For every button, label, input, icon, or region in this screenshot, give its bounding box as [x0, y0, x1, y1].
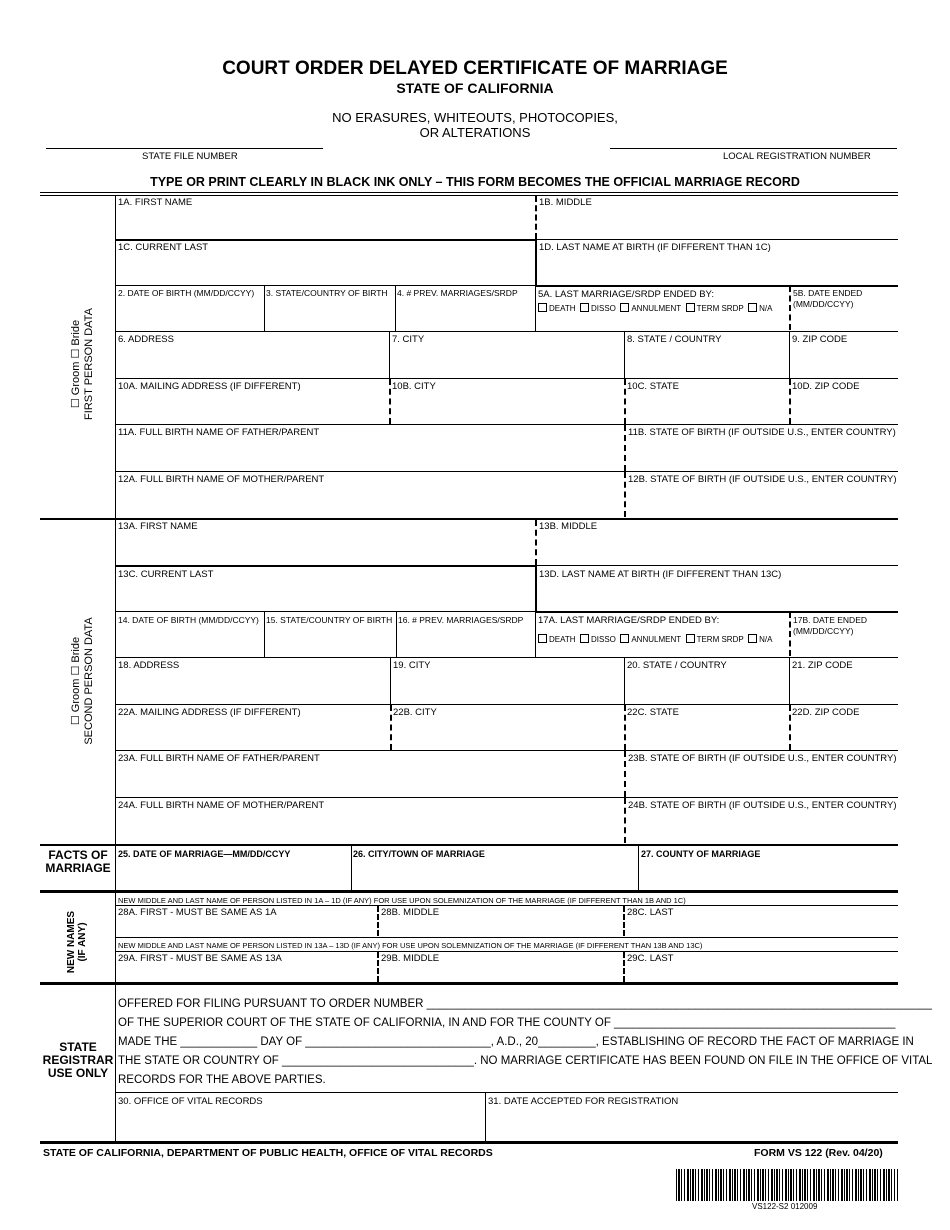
- person2-side-label: [70, 601, 100, 761]
- field-5b[interactable]: 5B. DATE ENDED: [793, 288, 863, 298]
- field-17b-format: (MM/DD/CCYY): [793, 626, 854, 636]
- left-column-border: [115, 195, 116, 1142]
- field-19[interactable]: 19. CITY: [393, 660, 431, 671]
- field-1c[interactable]: 1C. CURRENT LAST: [118, 242, 209, 253]
- registrar-line-4: THE STATE OR COUNTRY OF ______________________________. NO MARRIAGE CERTIFICATE HAS BEEN FOUND ON FILE IN THE OFFICE OF VITAL: [118, 1055, 933, 1067]
- person1-side-label: [70, 284, 100, 444]
- field-13c[interactable]: 13C. CURRENT LAST: [118, 569, 214, 580]
- field-5a-options: DEATH DISSO ANNULMENT TERM SRDP N/A: [538, 303, 773, 314]
- divider: [115, 565, 535, 567]
- divider: [377, 952, 379, 982]
- divider: [535, 285, 898, 287]
- person2-groom-bride[interactable]: ☐ Groom ☐ Bride: [70, 636, 82, 726]
- divider: [624, 798, 626, 843]
- field-13b[interactable]: 13B. MIDDLE: [539, 521, 598, 532]
- divider: [389, 331, 390, 378]
- form-subtitle: STATE OF CALIFORNIA: [396, 80, 554, 96]
- field-12a[interactable]: 12A. FULL BIRTH NAME OF MOTHER/PARENT: [118, 474, 325, 485]
- field-20[interactable]: 20. STATE / COUNTRY: [627, 660, 727, 671]
- registrar-line-2: OF THE SUPERIOR COURT OF THE STATE OF CALIFORNIA, IN AND FOR THE COUNTY OF ____________________________________________: [118, 1017, 896, 1029]
- new-names-side-line-1: NEW NAMES: [66, 910, 77, 974]
- disso-checkbox[interactable]: [580, 303, 589, 312]
- field-21[interactable]: 21. ZIP CODE: [792, 660, 853, 671]
- registrar-line-5: RECORDS FOR THE ABOVE PARTIES.: [118, 1074, 326, 1086]
- registrar-line-3: MADE THE ____________ DAY OF _____________________________, A.D., 20_________, ESTABLISHING OF RECORD THE FACT OF MARRIAGE IN: [118, 1036, 914, 1048]
- divider: [115, 704, 898, 705]
- new-names-side-line-2: (IF ANY): [77, 922, 88, 962]
- divider: [789, 379, 791, 424]
- field-22a[interactable]: 22A. MAILING ADDRESS (IF DIFFERENT): [118, 707, 301, 718]
- divider: [535, 611, 898, 613]
- annulment-checkbox[interactable]: [620, 303, 629, 312]
- field-27[interactable]: 27. COUNTY OF MARRIAGE: [641, 849, 761, 859]
- notice-line-2: OR ALTERATIONS: [419, 125, 531, 140]
- divider: [115, 378, 898, 379]
- new-names-note-2: NEW MIDDLE AND LAST NAME OF PERSON LISTED IN 13A – 13D (IF ANY) FOR USE UPON SOLEMNIZATION OF THE MARRIAGE (IF DIFFERENT THAN 13B AND 13C): [118, 941, 703, 950]
- footer-form-number: FORM VS 122 (Rev. 04/20): [754, 1147, 883, 1159]
- top-rule: [40, 192, 898, 193]
- divider: [623, 952, 625, 982]
- term-srdp-checkbox[interactable]: [686, 634, 695, 643]
- divider: [264, 611, 265, 657]
- field-29a[interactable]: 29A. FIRST - MUST BE SAME AS 13A: [118, 953, 282, 964]
- field-11a[interactable]: 11A. FULL BIRTH NAME OF FATHER/PARENT: [118, 427, 320, 438]
- divider: [535, 565, 537, 611]
- field-10c[interactable]: 10C. STATE: [627, 381, 679, 392]
- divider: [264, 285, 265, 331]
- disso-checkbox[interactable]: [580, 634, 589, 643]
- field-18[interactable]: 18. ADDRESS: [118, 660, 180, 671]
- top-rule-2: [40, 195, 898, 196]
- divider: [535, 285, 536, 331]
- field-28a[interactable]: 28A. FIRST - MUST BE SAME AS 1A: [118, 907, 277, 918]
- divider: [789, 657, 790, 704]
- field-15[interactable]: 15. STATE/COUNTRY OF BIRTH: [266, 615, 393, 625]
- divider: [638, 845, 639, 891]
- death-checkbox[interactable]: [538, 303, 547, 312]
- divider: [624, 331, 625, 378]
- field-28c[interactable]: 28C. LAST: [627, 907, 674, 918]
- field-10b[interactable]: 10B. CITY: [392, 381, 436, 392]
- divider: [535, 611, 536, 657]
- divider: [115, 1092, 898, 1093]
- field-8[interactable]: 8. STATE / COUNTRY: [627, 334, 722, 345]
- new-names-side-label: [66, 892, 90, 992]
- form-title: COURT ORDER DELAYED CERTIFICATE OF MARRIAGE: [222, 58, 728, 79]
- field-5b-format: (MM/DD/CCYY): [793, 299, 854, 309]
- field-26[interactable]: 26. CITY/TOWN OF MARRIAGE: [353, 849, 485, 859]
- divider: [389, 379, 391, 424]
- field-4[interactable]: 4. # PREV. MARRIAGES/SRDP: [397, 288, 518, 298]
- facts-side-line-1: FACTS OF: [48, 848, 108, 862]
- field-22c[interactable]: 22C. STATE: [627, 707, 679, 718]
- divider: [115, 331, 898, 332]
- divider: [535, 565, 898, 566]
- divider: [390, 705, 392, 750]
- field-25[interactable]: 25. DATE OF MARRIAGE—MM/DD/CCYY: [118, 849, 291, 859]
- divider: [115, 951, 898, 952]
- divider: [115, 937, 898, 938]
- field-6[interactable]: 6. ADDRESS: [118, 334, 174, 345]
- field-24a[interactable]: 24A. FULL BIRTH NAME OF MOTHER/PARENT: [118, 800, 325, 811]
- field-2[interactable]: 2. DATE OF BIRTH (MM/DD/CCYY): [118, 288, 255, 298]
- local-registration-number-label: LOCAL REGISTRATION NUMBER: [723, 151, 871, 162]
- field-1a[interactable]: 1A. FIRST NAME: [118, 197, 193, 208]
- divider: [115, 905, 898, 906]
- field-30[interactable]: 30. OFFICE OF VITAL RECORDS: [118, 1096, 263, 1107]
- divider: [115, 657, 898, 658]
- divider: [624, 751, 626, 797]
- field-5a[interactable]: 5A. LAST MARRIAGE/SRDP ENDED BY:: [538, 289, 714, 300]
- divider: [624, 657, 625, 704]
- na-checkbox[interactable]: [748, 634, 757, 643]
- instruction-text: TYPE OR PRINT CLEARLY IN BLACK INK ONLY – THIS FORM BECOMES THE OFFICIAL MARRIAGE RECORD: [150, 175, 800, 189]
- divider: [115, 750, 898, 751]
- registrar-side-line-2: REGISTRAR: [42, 1053, 114, 1067]
- registrar-side-line-3: USE ONLY: [47, 1066, 109, 1080]
- state-file-number-label: STATE FILE NUMBER: [142, 151, 238, 162]
- divider: [115, 285, 535, 286]
- divider: [115, 797, 898, 798]
- person1-groom-bride[interactable]: ☐ Groom ☐ Bride: [70, 319, 82, 409]
- section-divider: [40, 982, 898, 985]
- field-7[interactable]: 7. CITY: [392, 334, 425, 345]
- divider: [624, 705, 626, 750]
- field-17b[interactable]: 17B. DATE ENDED: [793, 615, 868, 625]
- divider: [395, 285, 396, 331]
- divider: [115, 611, 535, 612]
- divider: [535, 196, 537, 239]
- divider: [535, 239, 898, 240]
- divider: [485, 1092, 486, 1142]
- field-13a[interactable]: 13A. FIRST NAME: [118, 521, 198, 532]
- divider: [623, 906, 625, 936]
- divider: [624, 379, 626, 424]
- local-registration-number-line[interactable]: [610, 148, 897, 149]
- divider: [390, 657, 391, 704]
- field-17a[interactable]: 17A. LAST MARRIAGE/SRDP ENDED BY:: [538, 615, 720, 626]
- field-9[interactable]: 9. ZIP CODE: [792, 334, 848, 345]
- divider: [789, 331, 790, 378]
- barcode: [676, 1169, 898, 1201]
- annulment-checkbox[interactable]: [620, 634, 629, 643]
- field-22d[interactable]: 22D. ZIP CODE: [792, 707, 860, 718]
- barcode-text: VS122-S2 012009: [752, 1202, 818, 1211]
- section-divider: [40, 518, 898, 520]
- registrar-side-line-1: STATE: [59, 1040, 97, 1054]
- divider: [115, 239, 535, 241]
- field-24b[interactable]: 24B. STATE OF BIRTH (IF OUTSIDE U.S., ENTER COUNTRY): [628, 800, 897, 811]
- facts-side-line-2: MARRIAGE: [45, 861, 111, 875]
- field-23a[interactable]: 23A. FULL BIRTH NAME OF FATHER/PARENT: [118, 753, 320, 764]
- bottom-rule: [40, 1141, 898, 1144]
- field-3[interactable]: 3. STATE/COUNTRY OF BIRTH: [266, 288, 388, 298]
- field-22b[interactable]: 22B. CITY: [393, 707, 437, 718]
- field-29b[interactable]: 29B. MIDDLE: [381, 953, 440, 964]
- divider: [115, 424, 898, 425]
- section-divider: [40, 844, 898, 846]
- field-28b[interactable]: 28B. MIDDLE: [381, 907, 440, 918]
- divider: [789, 286, 791, 330]
- person2-section-title: SECOND PERSON DATA: [83, 617, 95, 745]
- field-12b[interactable]: 12B. STATE OF BIRTH (IF OUTSIDE U.S., ENTER COUNTRY): [628, 474, 897, 485]
- section-divider: [40, 890, 898, 893]
- field-11b[interactable]: 11B. STATE OF BIRTH (IF OUTSIDE U.S., ENTER COUNTRY): [628, 427, 896, 438]
- footer-agency: STATE OF CALIFORNIA, DEPARTMENT OF PUBLIC HEALTH, OFFICE OF VITAL RECORDS: [43, 1147, 493, 1159]
- death-checkbox[interactable]: [538, 634, 547, 643]
- field-13d[interactable]: 13D. LAST NAME AT BIRTH (IF DIFFERENT THAN 13C): [539, 569, 782, 580]
- facts-side-label: [40, 849, 116, 875]
- term-srdp-checkbox[interactable]: [686, 303, 695, 312]
- field-23b[interactable]: 23B. STATE OF BIRTH (IF OUTSIDE U.S., ENTER COUNTRY): [628, 753, 897, 764]
- field-29c[interactable]: 29C. LAST: [627, 953, 674, 964]
- field-10d[interactable]: 10D. ZIP CODE: [792, 381, 860, 392]
- state-file-number-line[interactable]: [46, 148, 323, 149]
- person1-section-title: FIRST PERSON DATA: [83, 308, 95, 420]
- field-1d[interactable]: 1D. LAST NAME AT BIRTH (IF DIFFERENT THAN 1C): [539, 242, 771, 253]
- na-checkbox[interactable]: [748, 303, 757, 312]
- new-names-note-1: NEW MIDDLE AND LAST NAME OF PERSON LISTED IN 1A – 1D (IF ANY) FOR USE UPON SOLEMNIZATION OF THE MARRIAGE (IF DIFFERENT THAN 1B AND 1C): [118, 896, 686, 905]
- divider: [624, 472, 626, 517]
- divider: [351, 845, 352, 891]
- divider: [377, 906, 379, 936]
- field-14[interactable]: 14. DATE OF BIRTH (MM/DD/CCYY): [118, 615, 259, 625]
- divider: [789, 612, 791, 656]
- divider: [396, 611, 397, 657]
- divider: [535, 239, 537, 285]
- registrar-side-label: [40, 1041, 116, 1080]
- divider: [535, 520, 537, 565]
- field-17a-options: DEATH DISSO ANNULMENT TERM SRDP N/A: [538, 634, 773, 645]
- divider: [115, 471, 898, 472]
- registrar-line-1: OFFERED FOR FILING PURSUANT TO ORDER NUMBER _______________________________________________________________________________: [118, 998, 932, 1010]
- divider: [789, 705, 791, 750]
- field-16[interactable]: 16. # PREV. MARRIAGES/SRDP: [398, 615, 524, 625]
- field-10a[interactable]: 10A. MAILING ADDRESS (IF DIFFERENT): [118, 381, 301, 392]
- divider: [624, 425, 626, 471]
- field-31[interactable]: 31. DATE ACCEPTED FOR REGISTRATION: [488, 1096, 679, 1107]
- field-1b[interactable]: 1B. MIDDLE: [539, 197, 592, 208]
- notice-line-1: NO ERASURES, WHITEOUTS, PHOTOCOPIES,: [332, 110, 618, 125]
